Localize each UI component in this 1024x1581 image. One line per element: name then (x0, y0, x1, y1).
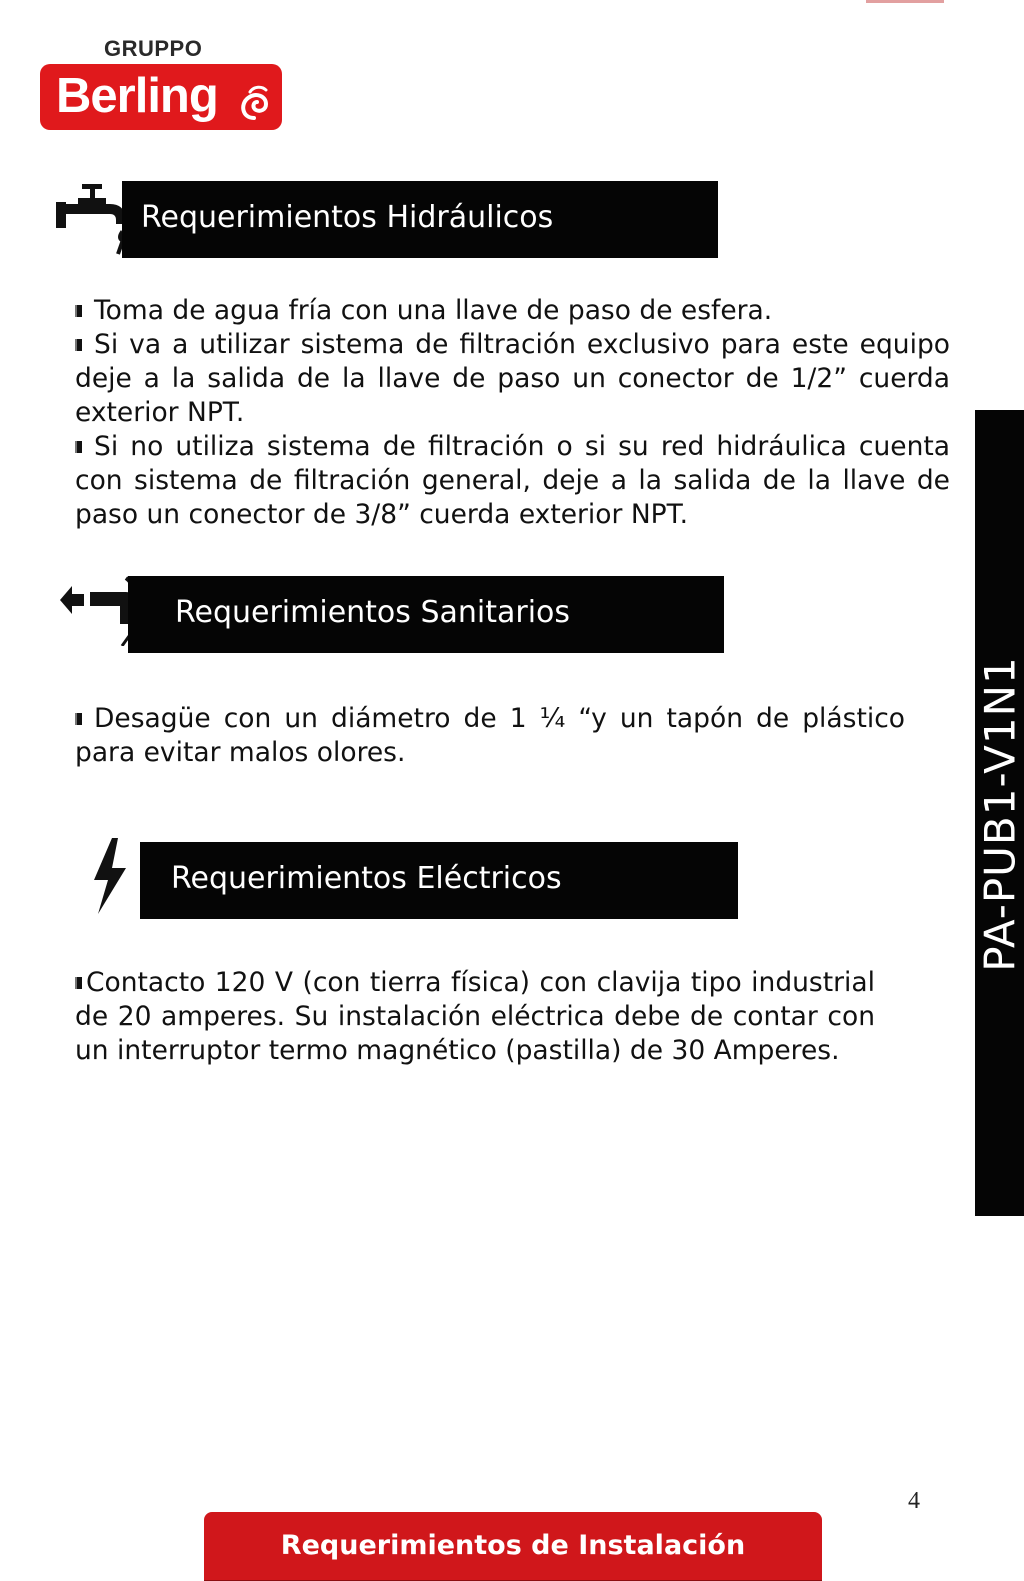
logo-swirl-icon (236, 82, 272, 122)
footer-banner (204, 1512, 822, 1581)
logo-group-label: GRUPPO (104, 36, 203, 61)
list-item: Desagüe con un diámetro de 1 ¼ “y un tapón de plástico para evitar malos olores. (75, 703, 905, 768)
logo-badge (40, 64, 282, 130)
list-item: Toma de agua fría con una llave de paso de esfera. (75, 294, 950, 328)
section-title-hydraulic: Requerimientos Hidráulicos (141, 200, 554, 235)
electrical-requirements-list (75, 966, 875, 1068)
list-item: Si va a utilizar sistema de filtración exclusivo para este equipo deje a la salida de la llave de paso un conector de 1/2” cuerda exterior NPT. (75, 329, 950, 428)
side-tab-label: PA-PUB1-V1N1 (975, 656, 1024, 972)
list-item: Contacto 120 V (con tierra física) con clavija tipo industrial de 20 amperes. Su instalación eléctrica debe de contar con un interruptor termo magnético (pastilla) de 30 Amperes. (75, 967, 875, 1066)
bullet-icon (75, 305, 82, 317)
sanitary-requirements-list (75, 702, 905, 770)
list-item: Si no utiliza sistema de filtración o si su red hidráulica cuenta con sistema de filtración general, deje a la salida de la llave de paso un conector de 3/8” cuerda exterior NPT. (75, 431, 950, 530)
bullet-icon (75, 441, 82, 453)
footer-label: Requerimientos de Instalación (280, 1530, 746, 1561)
bullet-icon (75, 977, 82, 989)
section-title-electrical: Requerimientos Eléctricos (171, 861, 562, 896)
top-edge-mark (866, 0, 944, 3)
hydraulic-requirements-list (75, 294, 950, 532)
bullet-icon (75, 339, 82, 351)
lightning-icon (86, 836, 132, 916)
bullet-icon (75, 713, 82, 725)
section-title-sanitary: Requerimientos Sanitarios (175, 595, 571, 630)
logo-brand-name: Berling (56, 69, 218, 123)
page-number: 4 (908, 1488, 920, 1514)
company-logo (40, 36, 282, 132)
